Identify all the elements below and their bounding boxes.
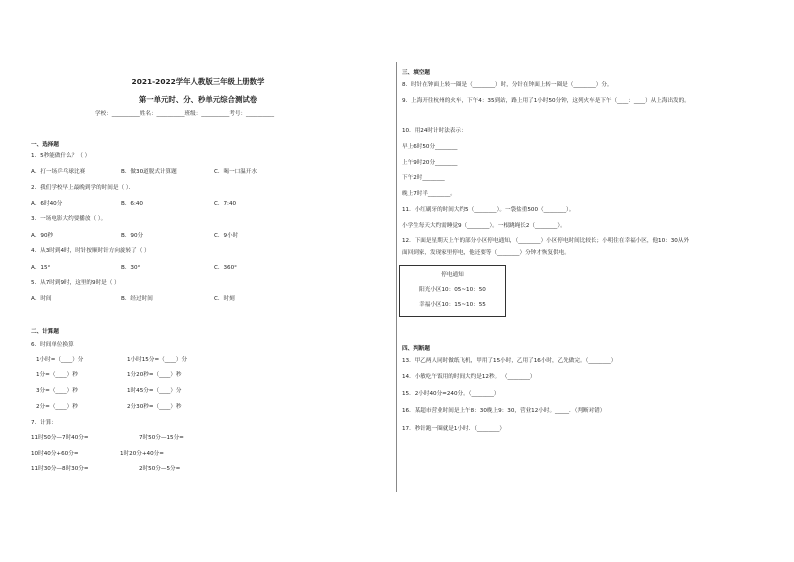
question-11-line1: 11．小红刷牙的时间大约5（________）。一袋盐重500（________）。 [402, 207, 575, 213]
section-fill-heading: 三、填空题 [402, 70, 430, 76]
q5-option-a: A．时间 [31, 296, 52, 302]
q6-item: 1分20秒=（____）秒 [127, 372, 182, 378]
q10-item: 下午2时________ [402, 175, 445, 181]
question-6: 6．时间单位换算 [31, 342, 74, 348]
student-info-line: 学校：__________姓名：__________班级：__________考号：__________ [95, 111, 275, 117]
q5-option-c: C．时刻 [214, 296, 235, 302]
question-3: 3．一场电影大约要播放（ ）。 [31, 216, 107, 222]
q4-option-a: A．15° [31, 265, 51, 271]
q7-item: 7时50分—15分= [139, 435, 184, 441]
question-5: 5．从7时到9时，这里的9时是（ ） [31, 280, 120, 286]
question-2: 2．我们学校早上最晚到学的时间是（ ）． [31, 185, 135, 191]
q10-item: 上午9时20分________ [402, 160, 458, 166]
question-7: 7．计算： [31, 420, 57, 426]
section-calc-heading: 二、计算题 [31, 329, 59, 335]
question-8: 8．时针在钟面上转一圈是（________）时，分针在钟面上转一圈是（________）分。 [402, 82, 613, 88]
q6-item: 1时45分=（____）分 [127, 388, 182, 394]
q2-option-c: C．7:40 [214, 201, 237, 207]
q6-item: 2分=（____）秒 [36, 404, 78, 410]
section-judge-heading: 四、判断题 [402, 346, 430, 352]
q7-item: 11时30分—8时30分= [31, 466, 89, 472]
q7-item: 11时50分—7时40分= [31, 435, 89, 441]
question-13: 13．甲乙两人同时做纸飞机，甲用了15小时，乙用了16小时，乙先做完。（________） [402, 358, 617, 364]
q6-item: 1小时=（____）分 [36, 357, 84, 363]
question-10: 10．用24时计时法表示： [402, 128, 467, 134]
question-12-line1: 12．下面是星期天上午的部分小区停电通知，（________）小区停电时间比较长；小明住在幸福小区，他10：30从外 [402, 238, 690, 244]
q10-item: 晚上7时半________。 [402, 191, 456, 197]
q10-item: 早上6时50分________ [402, 144, 458, 150]
question-1: 1．5秒能做什么？（ ） [31, 153, 91, 159]
question-9: 9．上海开往杭州的火车，下午4：35到站，路上用了1小时50分钟，这列火车是下午（____：____）从上海出发的。 [402, 98, 690, 104]
notice-line-sunshine: 阳光小区10：05~10：50 [419, 287, 486, 293]
question-12-line2: 面回到家，发现家里停电，他还要等（________）分钟才恢复供电。 [402, 250, 570, 256]
q3-option-b: B．90分 [121, 233, 144, 239]
q6-item: 1分=（____）秒 [36, 372, 78, 378]
q2-option-a: A．6时40分 [31, 201, 63, 207]
q3-option-a: A．90秒 [31, 233, 54, 239]
section-choice-heading: 一、选择题 [31, 142, 59, 148]
q1-option-c: C．喝一口温开水 [214, 169, 258, 175]
q6-item: 1小时15分=（____）分 [127, 357, 188, 363]
question-15: 15．2小时40分=240分。（________） [402, 391, 500, 397]
q6-item: 3分=（____）秒 [36, 388, 78, 394]
q1-option-a: A．打一场乒乓球比赛 [31, 169, 86, 175]
question-11-line2: 小学生每天大约需睡觉9（________）。一根跳绳长2（________）。 [402, 223, 566, 229]
q4-option-b: B．30° [121, 265, 141, 271]
question-4: 4．从3时到4时，时针按顺时针方向旋转了（ ） [31, 248, 150, 254]
q7-item: 1时20分+40分= [120, 451, 164, 457]
q3-option-c: C．9小时 [214, 233, 239, 239]
exam-subtitle: 第一单元时、分、秒单元综合测试卷 [138, 95, 258, 104]
q2-option-b: B．6:40 [121, 201, 143, 207]
q6-item: 2分30秒=（____）秒 [127, 404, 182, 410]
question-17: 17．秒针跑一圈就是1小时．（________） [402, 426, 505, 432]
q1-option-b: B．做30道脱式计算题 [121, 169, 177, 175]
q7-item: 2时50分—5分= [139, 466, 181, 472]
power-outage-notice [399, 265, 506, 317]
q4-option-c: C．360° [214, 265, 237, 271]
q7-item: 10时40分+60分= [31, 451, 79, 457]
question-16: 16．某超市营业时间是上午8：30晚上9：30，营业12小时。_____．（判断对错） [402, 408, 606, 414]
q5-option-b: B．经过时间 [121, 296, 153, 302]
column-divider [396, 62, 397, 492]
question-14: 14．小敏吃午饭用的时间大约是12秒。 （________） [402, 374, 536, 380]
exam-title: 2021-2022学年人教版三年级上册数学 [131, 77, 265, 86]
notice-title: 停电通知 [441, 272, 464, 278]
notice-line-happiness: 幸福小区10：15~10：55 [419, 302, 486, 308]
